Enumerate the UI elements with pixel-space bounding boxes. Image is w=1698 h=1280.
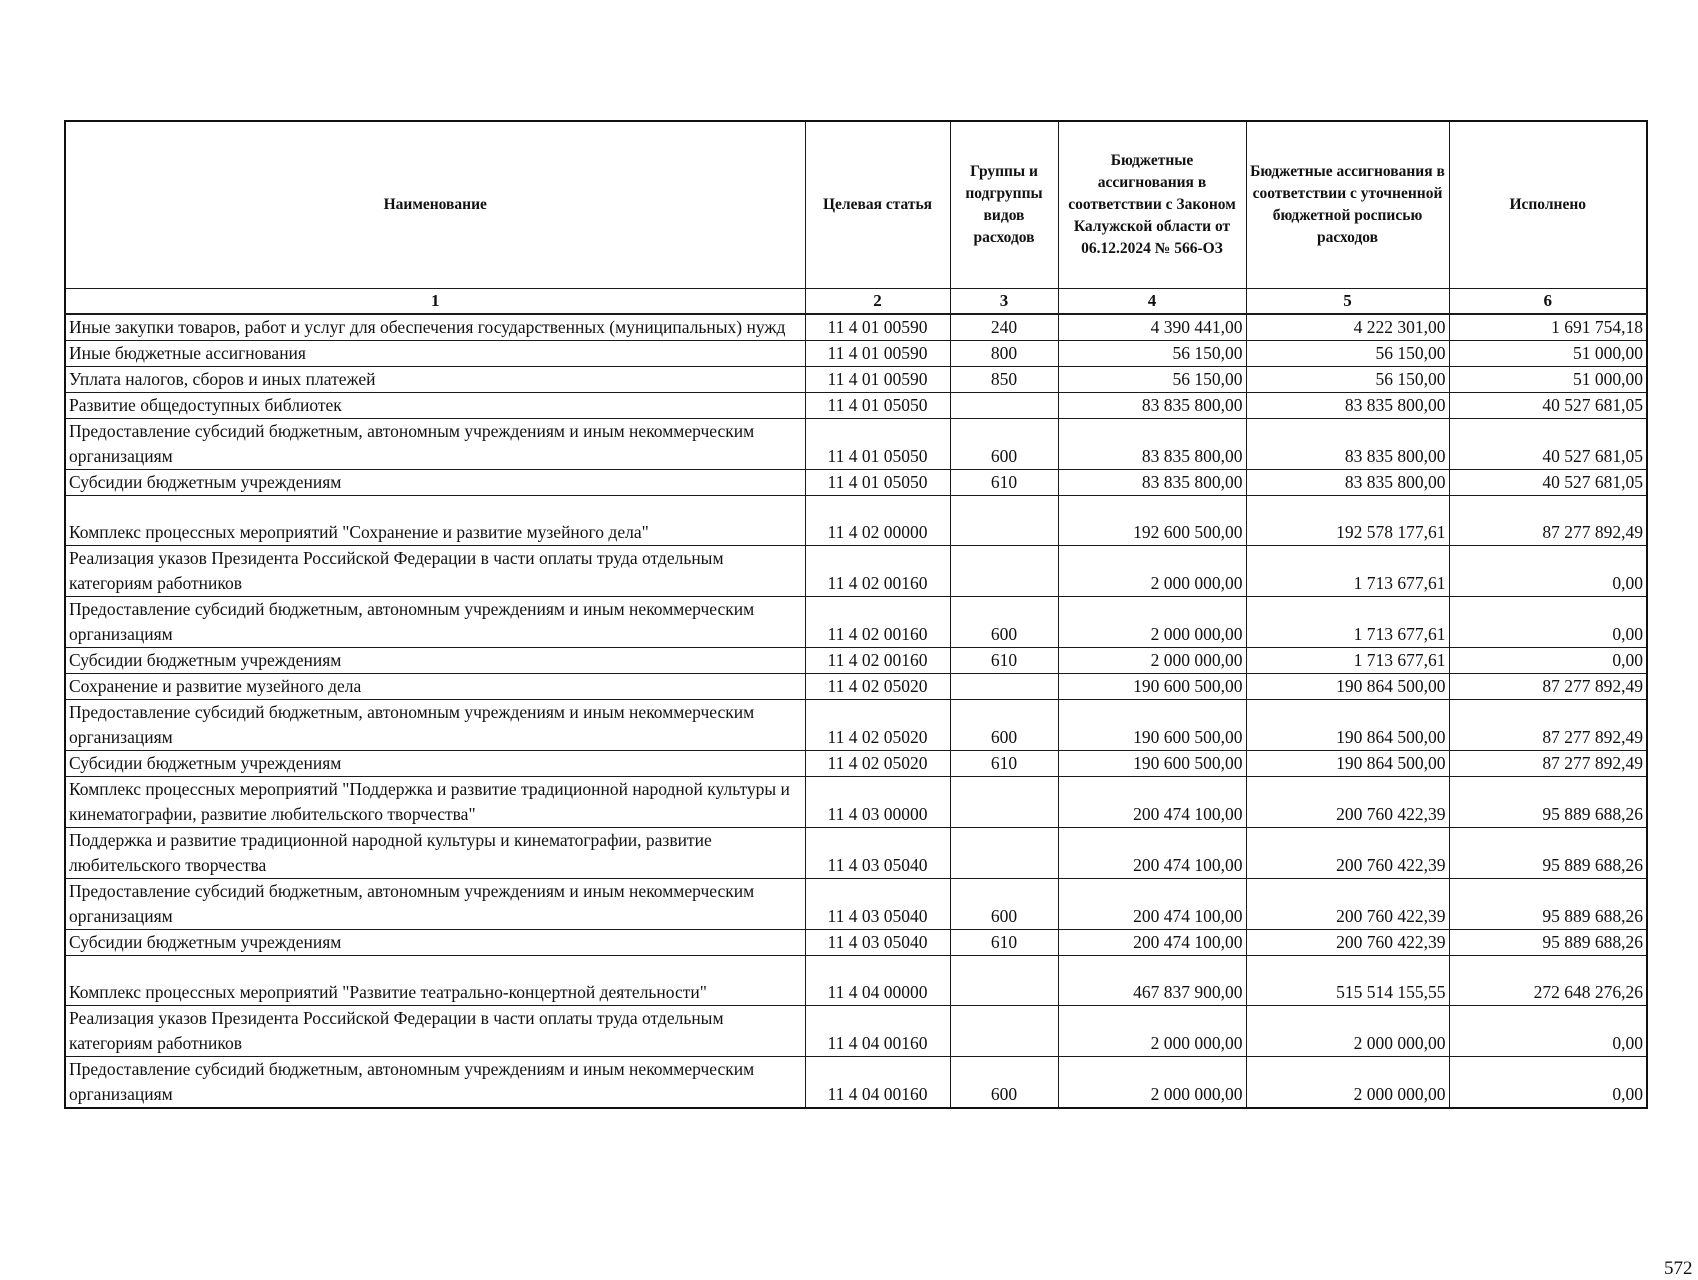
table-row — [65, 367, 1647, 393]
header-executed: Исполнено — [1449, 121, 1647, 289]
row-target-article: 11 4 04 00160 — [805, 1057, 950, 1109]
row-refined-amount: 190 864 500,00 — [1246, 700, 1449, 751]
row-target-article: 11 4 02 00160 — [805, 546, 950, 597]
row-executed-amount: 0,00 — [1449, 1057, 1647, 1109]
row-law-amount: 2 000 000,00 — [1058, 546, 1246, 597]
table-row — [65, 828, 1647, 879]
row-target-article: 11 4 02 05020 — [805, 674, 950, 700]
row-refined-amount: 83 835 800,00 — [1246, 393, 1449, 419]
row-expense-group — [950, 1006, 1058, 1057]
row-target-article: 11 4 01 05050 — [805, 393, 950, 419]
table-row — [65, 419, 1647, 470]
row-law-amount: 192 600 500,00 — [1058, 496, 1246, 546]
row-expense-group — [950, 546, 1058, 597]
row-executed-amount: 272 648 276,26 — [1449, 956, 1647, 1006]
row-refined-amount: 192 578 177,61 — [1246, 496, 1449, 546]
table-row — [65, 648, 1647, 674]
row-target-article: 11 4 02 00160 — [805, 648, 950, 674]
row-expense-group: 610 — [950, 751, 1058, 777]
row-refined-amount: 200 760 422,39 — [1246, 777, 1449, 828]
row-name: Иные закупки товаров, работ и услуг для обеспечения государственных (муниципальных) нужд — [65, 314, 805, 341]
row-expense-group: 240 — [950, 314, 1058, 341]
row-expense-group: 600 — [950, 597, 1058, 648]
row-name: Комплекс процессных мероприятий "Развитие театрально-концертной деятельности" — [65, 956, 805, 1006]
table-row — [65, 879, 1647, 930]
row-law-amount: 200 474 100,00 — [1058, 828, 1246, 879]
row-expense-group: 850 — [950, 367, 1058, 393]
row-law-amount: 2 000 000,00 — [1058, 1006, 1246, 1057]
row-target-article: 11 4 03 05040 — [805, 828, 950, 879]
row-name: Предоставление субсидий бюджетным, автономным учреждениям и иным некоммерческим организациям — [65, 879, 805, 930]
row-expense-group: 610 — [950, 930, 1058, 956]
row-target-article: 11 4 03 00000 — [805, 777, 950, 828]
row-name: Субсидии бюджетным учреждениям — [65, 751, 805, 777]
row-law-amount: 56 150,00 — [1058, 341, 1246, 367]
row-refined-amount: 83 835 800,00 — [1246, 470, 1449, 496]
table-row — [65, 700, 1647, 751]
row-executed-amount: 0,00 — [1449, 1006, 1647, 1057]
row-expense-group — [950, 777, 1058, 828]
table-row — [65, 930, 1647, 956]
row-expense-group — [950, 674, 1058, 700]
row-law-amount: 2 000 000,00 — [1058, 597, 1246, 648]
row-law-amount: 190 600 500,00 — [1058, 674, 1246, 700]
column-number: 2 — [805, 289, 950, 315]
row-refined-amount: 190 864 500,00 — [1246, 674, 1449, 700]
row-refined-amount: 83 835 800,00 — [1246, 419, 1449, 470]
budget-execution-table — [64, 120, 1648, 1109]
row-executed-amount: 87 277 892,49 — [1449, 700, 1647, 751]
row-executed-amount: 87 277 892,49 — [1449, 751, 1647, 777]
row-law-amount: 200 474 100,00 — [1058, 930, 1246, 956]
row-expense-group: 800 — [950, 341, 1058, 367]
table-row — [65, 956, 1647, 1006]
row-refined-amount: 1 713 677,61 — [1246, 546, 1449, 597]
row-law-amount: 83 835 800,00 — [1058, 470, 1246, 496]
row-name: Субсидии бюджетным учреждениям — [65, 930, 805, 956]
row-law-amount: 200 474 100,00 — [1058, 777, 1246, 828]
row-expense-group: 600 — [950, 1057, 1058, 1109]
row-executed-amount: 95 889 688,26 — [1449, 930, 1647, 956]
row-target-article: 11 4 01 00590 — [805, 314, 950, 341]
table-row — [65, 1057, 1647, 1109]
row-name: Предоставление субсидий бюджетным, автономным учреждениям и иным некоммерческим организациям — [65, 597, 805, 648]
row-law-amount: 83 835 800,00 — [1058, 419, 1246, 470]
header-law-appropriations: Бюджетные ассигнования в соответствии с Законом Калужской области от 06.12.2024 № 566-ОЗ — [1058, 121, 1246, 289]
row-name: Реализация указов Президента Российской Федерации в части оплаты труда отдельным категориям работников — [65, 546, 805, 597]
column-number: 1 — [65, 289, 805, 315]
row-refined-amount: 200 760 422,39 — [1246, 828, 1449, 879]
row-law-amount: 190 600 500,00 — [1058, 700, 1246, 751]
row-target-article: 11 4 03 05040 — [805, 879, 950, 930]
row-refined-amount: 56 150,00 — [1246, 367, 1449, 393]
row-target-article: 11 4 02 05020 — [805, 700, 950, 751]
row-name: Развитие общедоступных библиотек — [65, 393, 805, 419]
header-name: Наименование — [65, 121, 805, 289]
row-executed-amount: 40 527 681,05 — [1449, 470, 1647, 496]
header-refined-appropriations: Бюджетные ассигнования в соответствии с уточненной бюджетной росписью расходов — [1246, 121, 1449, 289]
row-name: Предоставление субсидий бюджетным, автономным учреждениям и иным некоммерческим организациям — [65, 419, 805, 470]
row-refined-amount: 56 150,00 — [1246, 341, 1449, 367]
row-law-amount: 467 837 900,00 — [1058, 956, 1246, 1006]
table-row — [65, 777, 1647, 828]
row-refined-amount: 200 760 422,39 — [1246, 930, 1449, 956]
row-executed-amount: 51 000,00 — [1449, 367, 1647, 393]
row-executed-amount: 0,00 — [1449, 546, 1647, 597]
row-refined-amount: 515 514 155,55 — [1246, 956, 1449, 1006]
row-refined-amount: 1 713 677,61 — [1246, 597, 1449, 648]
row-expense-group — [950, 496, 1058, 546]
row-target-article: 11 4 01 00590 — [805, 367, 950, 393]
row-expense-group: 610 — [950, 648, 1058, 674]
row-expense-group: 610 — [950, 470, 1058, 496]
row-name: Иные бюджетные ассигнования — [65, 341, 805, 367]
row-target-article: 11 4 02 00000 — [805, 496, 950, 546]
row-executed-amount: 87 277 892,49 — [1449, 496, 1647, 546]
row-name: Уплата налогов, сборов и иных платежей — [65, 367, 805, 393]
column-number: 6 — [1449, 289, 1647, 315]
row-target-article: 11 4 01 00590 — [805, 341, 950, 367]
table-row — [65, 597, 1647, 648]
column-number: 4 — [1058, 289, 1246, 315]
row-target-article: 11 4 02 00160 — [805, 597, 950, 648]
row-executed-amount: 87 277 892,49 — [1449, 674, 1647, 700]
table-row — [65, 314, 1647, 341]
row-refined-amount: 2 000 000,00 — [1246, 1006, 1449, 1057]
header-expense-groups: Группы и подгруппы видов расходов — [950, 121, 1058, 289]
row-expense-group — [950, 956, 1058, 1006]
row-expense-group — [950, 828, 1058, 879]
table-row — [65, 496, 1647, 546]
row-executed-amount: 40 527 681,05 — [1449, 419, 1647, 470]
row-target-article: 11 4 01 05050 — [805, 419, 950, 470]
row-refined-amount: 190 864 500,00 — [1246, 751, 1449, 777]
row-refined-amount: 200 760 422,39 — [1246, 879, 1449, 930]
row-law-amount: 56 150,00 — [1058, 367, 1246, 393]
row-law-amount: 4 390 441,00 — [1058, 314, 1246, 341]
row-name: Сохранение и развитие музейного дела — [65, 674, 805, 700]
table-row — [65, 393, 1647, 419]
table-row — [65, 546, 1647, 597]
row-target-article: 11 4 01 05050 — [805, 470, 950, 496]
row-law-amount: 83 835 800,00 — [1058, 393, 1246, 419]
row-refined-amount: 4 222 301,00 — [1246, 314, 1449, 341]
row-expense-group — [950, 393, 1058, 419]
column-numbers-row — [65, 289, 1647, 315]
table-row — [65, 341, 1647, 367]
row-name: Комплекс процессных мероприятий "Поддержка и развитие традиционной народной культуры и кинематографии, развитие любительского творчества" — [65, 777, 805, 828]
row-executed-amount: 51 000,00 — [1449, 341, 1647, 367]
row-refined-amount: 2 000 000,00 — [1246, 1057, 1449, 1109]
table-body — [65, 314, 1647, 1108]
row-name: Реализация указов Президента Российской Федерации в части оплаты труда отдельным категориям работников — [65, 1006, 805, 1057]
row-name: Предоставление субсидий бюджетным, автономным учреждениям и иным некоммерческим организациям — [65, 700, 805, 751]
row-target-article: 11 4 04 00000 — [805, 956, 950, 1006]
budget-table-sheet — [64, 120, 1693, 1279]
row-executed-amount: 40 527 681,05 — [1449, 393, 1647, 419]
table-row — [65, 470, 1647, 496]
column-number: 3 — [950, 289, 1058, 315]
row-executed-amount: 95 889 688,26 — [1449, 828, 1647, 879]
row-name: Комплекс процессных мероприятий "Сохранение и развитие музейного дела" — [65, 496, 805, 546]
row-name: Субсидии бюджетным учреждениям — [65, 648, 805, 674]
row-name: Субсидии бюджетным учреждениям — [65, 470, 805, 496]
column-number: 5 — [1246, 289, 1449, 315]
row-law-amount: 190 600 500,00 — [1058, 751, 1246, 777]
header-target-article: Целевая статья — [805, 121, 950, 289]
row-target-article: 11 4 03 05040 — [805, 930, 950, 956]
row-target-article: 11 4 02 05020 — [805, 751, 950, 777]
row-expense-group: 600 — [950, 419, 1058, 470]
row-executed-amount: 95 889 688,26 — [1449, 777, 1647, 828]
page-number: 572 — [1664, 1258, 1693, 1279]
row-law-amount: 200 474 100,00 — [1058, 879, 1246, 930]
row-expense-group: 600 — [950, 879, 1058, 930]
row-target-article: 11 4 04 00160 — [805, 1006, 950, 1057]
row-executed-amount: 1 691 754,18 — [1449, 314, 1647, 341]
table-row — [65, 674, 1647, 700]
row-executed-amount: 0,00 — [1449, 648, 1647, 674]
row-law-amount: 2 000 000,00 — [1058, 648, 1246, 674]
row-law-amount: 2 000 000,00 — [1058, 1057, 1246, 1109]
row-executed-amount: 0,00 — [1449, 597, 1647, 648]
table-row — [65, 751, 1647, 777]
table-row — [65, 1006, 1647, 1057]
row-name: Предоставление субсидий бюджетным, автономным учреждениям и иным некоммерческим организациям — [65, 1057, 805, 1109]
row-executed-amount: 95 889 688,26 — [1449, 879, 1647, 930]
row-expense-group: 600 — [950, 700, 1058, 751]
row-name: Поддержка и развитие традиционной народной культуры и кинематографии, развитие любительского творчества — [65, 828, 805, 879]
row-refined-amount: 1 713 677,61 — [1246, 648, 1449, 674]
table-header-row — [65, 121, 1647, 289]
